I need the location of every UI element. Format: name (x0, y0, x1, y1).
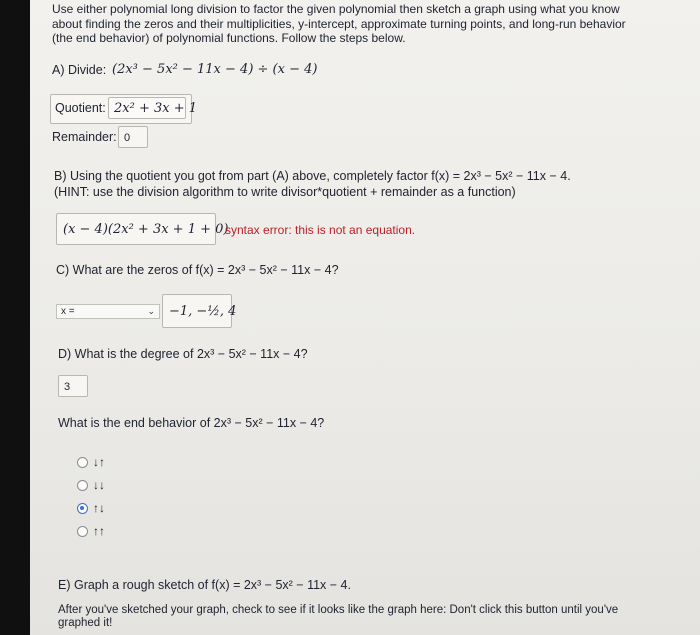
part-e-note: After you've sketched your graph, check to see if it looks like the graph here: Don't click this button until you've graphed it! (58, 604, 619, 629)
radio-button-selected[interactable] (77, 503, 88, 514)
part-b-hint: (HINT: use the division algorithm to write divisor*quotient + remainder as a function) (54, 185, 516, 199)
zeros-select[interactable] (56, 304, 160, 319)
part-b-question: B) Using the quotient you got from part (A) above, completely factor f(x) = 2x³ − 5x² − 11x − 4. (54, 169, 571, 183)
factored-form-input[interactable]: (x − 4)(2x² + 3x + 1 + 0) (56, 213, 216, 245)
quotient-label: Quotient: (55, 101, 106, 115)
instructions-text: Use either polynomial long division to factor the given polynomial then sketch a graph using what you know about finding the zeros and their multiplicities, y-intercept, approximate turning points, and long-run behavior (the end behavior) of polynomial functions. Follow the steps below. (52, 2, 626, 45)
option-label: ↓↓ (93, 478, 105, 492)
end-behavior-option-4[interactable] (77, 524, 105, 538)
end-behavior-question: What is the end behavior of 2x³ − 5x² − 11x − 4? (58, 416, 325, 430)
part-a-expression: (2x³ − 5x² − 11x − 4) ÷ (x − 4) (112, 62, 318, 77)
radio-button[interactable] (77, 480, 88, 491)
remainder-input[interactable]: 0 (118, 126, 148, 148)
part-a-label: A) Divide: (52, 63, 107, 77)
radio-button[interactable] (77, 526, 88, 537)
part-c-question: C) What are the zeros of f(x) = 2x³ − 5x² − 11x − 4? (56, 263, 339, 277)
end-behavior-option-1[interactable] (77, 455, 105, 469)
degree-input[interactable]: 3 (58, 375, 88, 397)
zeros-input[interactable]: −1, −½, 4 (162, 294, 232, 328)
option-label: ↑↑ (93, 524, 105, 538)
chevron-down-icon: ⌄ (147, 306, 155, 316)
end-behavior-option-3[interactable] (77, 501, 105, 515)
option-label: ↓↑ (93, 455, 105, 469)
quotient-input[interactable]: 2x² + 3x + 1 (108, 97, 186, 119)
part-d-question: D) What is the degree of 2x³ − 5x² − 11x − 4? (58, 347, 308, 361)
remainder-label: Remainder: (52, 130, 117, 144)
syntax-error-message: syntax error: this is not an equation. (225, 223, 416, 237)
option-label: ↑↓ (93, 501, 105, 515)
part-e-question: E) Graph a rough sketch of f(x) = 2x³ − 5x² − 11x − 4. (58, 578, 351, 592)
radio-button[interactable] (77, 457, 88, 468)
left-dark-edge (0, 0, 30, 635)
zeros-select-value: x = (61, 306, 75, 317)
end-behavior-option-2[interactable] (77, 478, 105, 492)
